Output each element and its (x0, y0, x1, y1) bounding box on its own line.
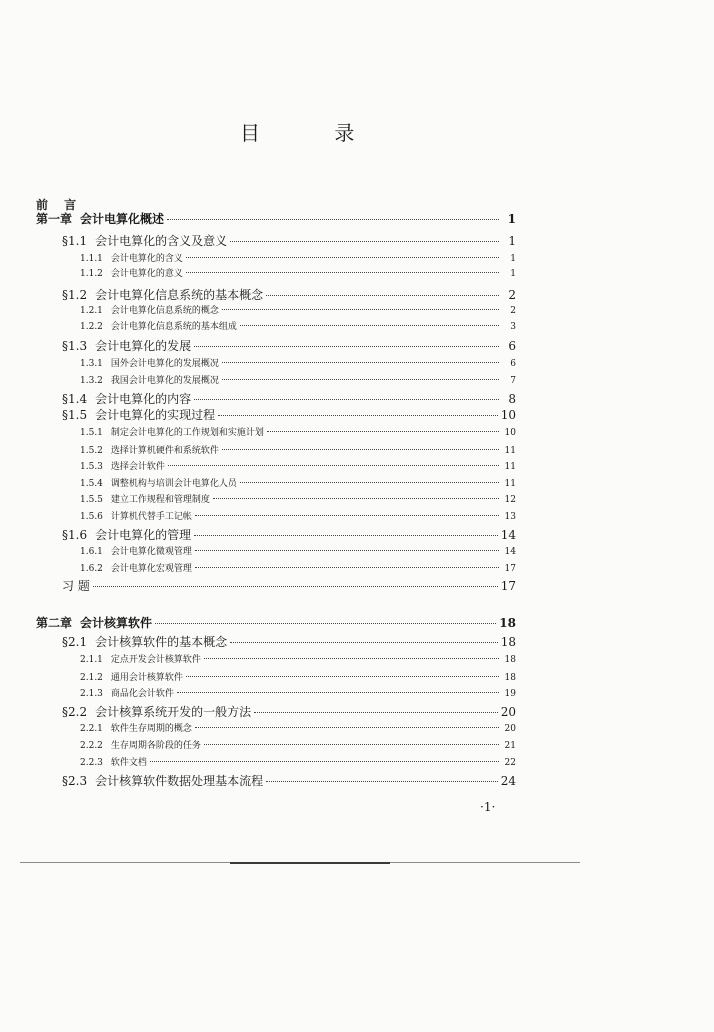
toc-entry-number: 2.1.2 (80, 673, 103, 683)
page-number: ·1· (480, 800, 496, 814)
toc-entry-number: 第一章 (36, 212, 73, 226)
toc-entry-title: 会计核算软件的基本概念 (95, 635, 228, 649)
dot-leader (240, 324, 499, 326)
dot-leader (167, 218, 499, 220)
toc-subsection-entry[interactable] (80, 425, 516, 438)
toc-entry-title: 会计核算软件数据处理基本流程 (95, 774, 264, 788)
toc-entry-title: 会计电算化的内容 (95, 392, 192, 406)
dot-leader (155, 622, 496, 624)
dot-leader (150, 760, 499, 762)
toc-entry-number: §1.3 (62, 339, 88, 353)
dot-leader (195, 514, 499, 516)
toc-subsection-entry[interactable] (80, 652, 516, 665)
toc-entry-page: 1 (507, 212, 516, 226)
toc-section-entry[interactable] (62, 337, 516, 354)
toc-entry-number: §1.1 (62, 234, 88, 248)
toc-subsection-entry[interactable] (80, 251, 516, 264)
toc-entry-title: 会计电算化宏观管理 (110, 564, 192, 574)
toc-subsection-entry[interactable] (80, 755, 516, 768)
toc-entry-number: 1.5.5 (80, 495, 103, 505)
toc-entry-page: 19 (504, 689, 516, 699)
toc-entry-number: 1.3.2 (80, 376, 103, 386)
toc-subsection-entry[interactable] (80, 356, 516, 369)
toc-entry-page: 18 (499, 616, 516, 630)
toc-entry-page: 20 (500, 705, 516, 719)
toc-entry-page: 18 (504, 655, 516, 665)
toc-entry-page: 10 (500, 408, 516, 422)
toc-entry-number: 1.5.4 (80, 479, 103, 489)
toc-section-entry[interactable] (62, 390, 516, 407)
toc-entry-number: 2.2.2 (80, 741, 103, 751)
page-bottom-rule-dark (230, 862, 390, 864)
toc-entry-title: 会计核算系统开发的一般方法 (95, 705, 252, 719)
toc-entry-title: 会计电算化的发展 (95, 339, 192, 353)
dot-leader (218, 414, 498, 416)
dot-leader (266, 780, 498, 782)
toc-entry-page: 8 (508, 392, 516, 406)
toc-entry-page: 11 (504, 446, 516, 456)
dot-leader (213, 497, 499, 499)
toc-entry-page: 7 (510, 376, 516, 386)
toc-section-entry[interactable] (62, 703, 516, 720)
dot-leader (222, 308, 499, 310)
dot-leader (222, 361, 499, 363)
toc-entry-title: 习 题 (62, 579, 90, 593)
toc-entry-page: 2 (510, 306, 516, 316)
toc-entry-title: 调整机构与培训会计电算化人员 (110, 479, 237, 489)
toc-section-entry[interactable] (62, 526, 516, 543)
dot-leader (195, 549, 499, 551)
toc-subsection-entry[interactable] (80, 373, 516, 386)
toc-entry-title: 国外会计电算化的发展概况 (110, 359, 219, 369)
dot-leader (177, 691, 499, 693)
toc-entry-title: 软件生存周期的概念 (110, 724, 192, 734)
toc-subsection-entry[interactable] (80, 509, 516, 522)
toc-entry-title: 建立工作规程和管理制度 (110, 495, 210, 505)
toc-entry-number: §2.3 (62, 774, 88, 788)
toc-entry-number: 2.2.1 (80, 724, 103, 734)
toc-entry-page: 6 (510, 359, 516, 369)
toc-entry-number: §1.2 (62, 288, 88, 302)
dot-leader (222, 448, 499, 450)
toc-entry-number: 1.6.2 (80, 564, 103, 574)
toc-entry-number: 1.1.1 (80, 254, 103, 264)
toc-section-entry[interactable] (62, 286, 516, 303)
toc-entry-title: 商品化会计软件 (110, 689, 174, 699)
toc-entry-page: 14 (500, 528, 516, 542)
toc-entry-number: 1.1.2 (80, 269, 103, 279)
toc-entry-title: 会计电算化的实现过程 (95, 408, 216, 422)
toc-subsection-entry[interactable] (80, 266, 516, 279)
toc-section-entry[interactable] (62, 772, 516, 789)
toc-entry-page: 11 (504, 462, 516, 472)
toc-section-entry[interactable] (62, 232, 516, 249)
dot-leader (168, 464, 499, 466)
toc-entry-title: 会计电算化信息系统的基本组成 (110, 322, 237, 332)
toc-entry-page: 24 (500, 774, 516, 788)
toc-entry-title: 制定会计电算化的工作规划和实施计划 (110, 428, 264, 438)
toc-entry-page: 17 (500, 579, 516, 593)
toc-subsection-entry[interactable] (80, 544, 516, 557)
toc-entry-page: 18 (504, 673, 516, 683)
toc-entry-title: 定点开发会计核算软件 (110, 655, 201, 665)
dot-leader (266, 294, 499, 296)
toc-entry-number: §1.6 (62, 528, 88, 542)
toc-entry-page: 22 (504, 758, 516, 768)
toc-entry-page: 1 (508, 234, 516, 248)
page-title: 目 录 (240, 121, 389, 145)
dot-leader (230, 641, 498, 643)
toc-entry-number: §1.5 (62, 408, 88, 422)
preface-heading: 前 言 (36, 198, 83, 212)
toc-subsection-entry[interactable] (80, 303, 516, 316)
toc-entry-page: 10 (504, 428, 516, 438)
toc-entry-number: 1.3.1 (80, 359, 103, 369)
toc-entry-title: 通用会计核算软件 (110, 673, 183, 683)
toc-entry-page: 11 (504, 479, 516, 489)
dot-leader (194, 398, 499, 400)
toc-subsection-entry[interactable] (80, 721, 516, 734)
toc-entry-number: 1.5.3 (80, 462, 103, 472)
toc-entry-page: 13 (504, 512, 516, 522)
dot-leader (195, 726, 499, 728)
dot-leader (267, 430, 499, 432)
toc-entry-number: 1.6.1 (80, 547, 103, 557)
toc-entry-title: 我国会计电算化的发展概况 (110, 376, 219, 386)
toc-subsection-entry[interactable] (80, 686, 516, 699)
toc-entry-page: 12 (504, 495, 516, 505)
dot-leader (230, 240, 499, 242)
dot-leader (240, 481, 499, 483)
toc-entry-number: 1.2.2 (80, 322, 103, 332)
dot-leader (204, 657, 499, 659)
toc-subsection-entry[interactable] (80, 561, 516, 574)
toc-entry-title: 软件文档 (110, 758, 147, 768)
toc-entry-number: 1.5.2 (80, 446, 103, 456)
toc-entry-number: 2.1.1 (80, 655, 103, 665)
toc-subsection-entry[interactable] (80, 443, 516, 456)
toc-entry-title: 会计电算化的管理 (95, 528, 192, 542)
toc-section-entry[interactable] (62, 577, 516, 594)
toc-entry-page: 20 (504, 724, 516, 734)
toc-entry-number: 1.2.1 (80, 306, 103, 316)
toc-entry-page: 14 (504, 547, 516, 557)
dot-leader (186, 256, 499, 258)
toc-section-entry[interactable] (62, 633, 516, 650)
toc-entry-page: 17 (504, 564, 516, 574)
toc-entry-number: 1.5.1 (80, 428, 103, 438)
toc-entry-number: 2.2.3 (80, 758, 103, 768)
dot-leader (254, 711, 498, 713)
toc-entry-page: 6 (508, 339, 516, 353)
toc-entry-title: 会计电算化的含义 (110, 254, 183, 264)
toc-entry-page: 2 (508, 288, 516, 302)
toc-entry-page: 21 (504, 741, 516, 751)
toc-entry-title: 计算机代替手工记帐 (110, 512, 192, 522)
dot-leader (195, 566, 499, 568)
toc-entry-page: 1 (510, 254, 516, 264)
toc-subsection-entry[interactable] (80, 459, 516, 472)
toc-entry-title: 会计电算化概述 (80, 212, 165, 226)
dot-leader (222, 378, 499, 380)
toc-entry-title: 选择会计软件 (110, 462, 165, 472)
toc-entry-page: 1 (510, 269, 516, 279)
toc-entry-number: §1.4 (62, 392, 88, 406)
dot-leader (194, 345, 499, 347)
toc-entry-number: §2.2 (62, 705, 88, 719)
dot-leader (93, 585, 498, 587)
toc-entry-title: 选择计算机硬件和系统软件 (110, 446, 219, 456)
toc-chapter-entry[interactable] (36, 614, 516, 631)
toc-entry-page: 3 (510, 322, 516, 332)
toc-section-entry[interactable] (62, 406, 516, 423)
toc-entry-number: 第二章 (36, 616, 73, 630)
toc-subsection-entry[interactable] (80, 492, 516, 505)
toc-entry-title: 会计电算化信息系统的概念 (110, 306, 219, 316)
toc-entry-page: 18 (500, 635, 516, 649)
toc-entry-number: §2.1 (62, 635, 88, 649)
toc-entry-title: 会计电算化的含义及意义 (95, 234, 228, 248)
toc-entry-title: 会计电算化微观管理 (110, 547, 192, 557)
toc-subsection-entry[interactable] (80, 476, 516, 489)
toc-entry-title: 会计电算化的意义 (110, 269, 183, 279)
toc-entry-title: 会计电算化信息系统的基本概念 (95, 288, 264, 302)
toc-chapter-entry[interactable] (36, 210, 516, 227)
toc-subsection-entry[interactable] (80, 319, 516, 332)
toc-subsection-entry[interactable] (80, 670, 516, 683)
toc-subsection-entry[interactable] (80, 738, 516, 751)
toc-entry-number: 1.5.6 (80, 512, 103, 522)
dot-leader (204, 743, 499, 745)
toc-entry-title: 会计核算软件 (80, 616, 153, 630)
toc-entry-number: 2.1.3 (80, 689, 103, 699)
toc-entry-title: 生存周期各阶段的任务 (110, 741, 201, 751)
dot-leader (186, 271, 499, 273)
dot-leader (194, 534, 498, 536)
dot-leader (186, 675, 499, 677)
